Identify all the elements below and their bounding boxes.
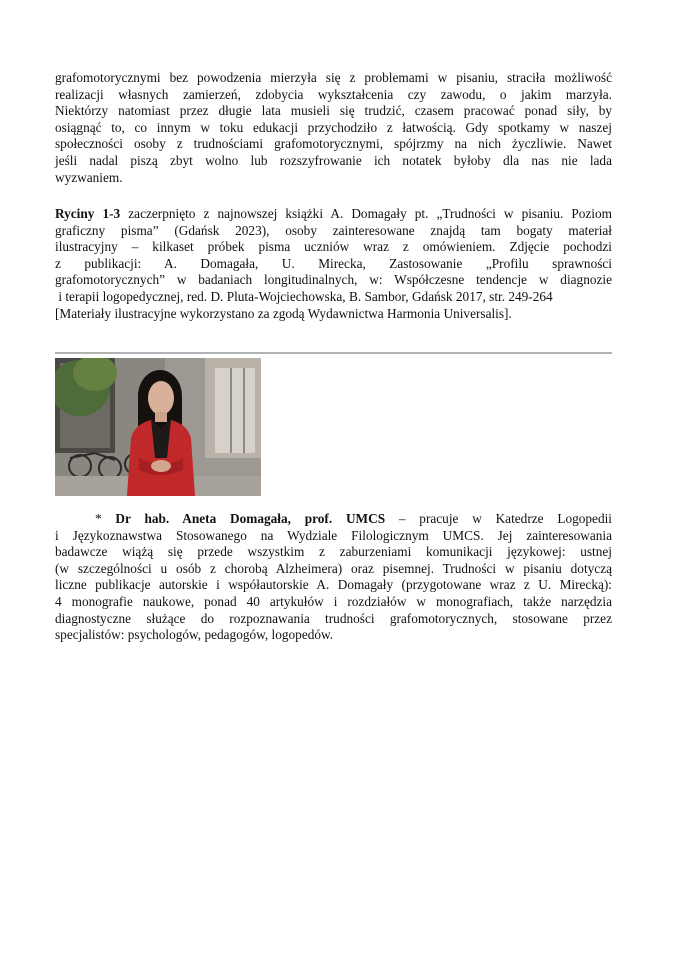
text-line: i terapii logopedycznej, red. D. Pluta-Wojciechowska, B. Sambor, Gdańsk 2017, str. 249-264: [55, 288, 553, 304]
footnote-marker: *: [95, 511, 116, 526]
horizontal-divider: [55, 352, 612, 354]
text-line: [55, 206, 612, 223]
text-line: osiągnąć to, co innym w toku edukacji przychodziło z łatwością. Gdy spotkamy w naszej: [55, 119, 612, 135]
text-line: społeczności osoby z trudnościami grafomotorycznymi, spójrzmy na nich życzliwie. Nawet: [55, 136, 612, 152]
text-line: grafomotorycznymi bez powodzenia mierzyła się z problemami w pisaniu, straciła możliwość: [55, 70, 612, 85]
text-line: diagnostyczne służące do rozpoznawania trudności grafomotorycznych, stosowane przez: [55, 610, 612, 626]
text-line: graficzny pisma” (Gdańsk 2023), osoby zainteresowane znajdą tam bogaty materiał: [55, 222, 612, 238]
text-fragment: – pracuje w Katedrze Logopedii: [385, 511, 612, 526]
author-photo: [55, 358, 261, 496]
text-line: ilustracyjny – kilkaset próbek pisma uczniów wraz z omówieniem. Zdjęcie pochodzi: [55, 239, 612, 255]
text-line: jeśli nadal piszą zbyt wolno lub rozszyfrowanie ich notatek byłoby dla nas nie lada: [55, 152, 612, 168]
text-line: [55, 511, 612, 528]
paragraph-closing: [55, 70, 612, 186]
figure-credits-paragraph: [55, 206, 612, 322]
text-line: badawcze wiążą się przede wszystkim z zaburzeniami komunikacji językowej: ustnej: [55, 544, 612, 560]
text-line: i Językoznawstwa Stosowanego na Wydziale Filologicznym UMCS. Jej zainteresowania: [55, 527, 612, 543]
text-fragment: zaczerpnięto z najnowszej książki A. Domagały pt. „Trudności w pisaniu. Poziom: [120, 206, 612, 221]
text-line: specjalistów: psychologów, pedagogów, logopedów.: [55, 627, 334, 643]
text-line: [Materiały ilustracyjne wykorzystano za zgodą Wydawnictwa Harmonia Universalis].: [55, 305, 512, 321]
text-line: wyzwaniem.: [55, 169, 123, 185]
author-bio: [55, 511, 612, 644]
text-line: Niektórzy natomiast przez długie lata musieli się trudzić, czasem pracować ponad siły, by: [55, 103, 612, 119]
figure-reference: Ryciny 1-3: [55, 206, 121, 221]
text-line: z publikacji: A. Domagała, U. Mirecka, Zastosowanie „Profilu sprawności: [55, 255, 612, 271]
text-line: liczne publikacje autorskie i współautorskie A. Domagały (przygotowane wraz z U. Mirecką):: [55, 577, 612, 593]
text-line: realizacji własnych zamierzeń, zdobycia wykształcenia czy zawodu, o jakim marzyła.: [55, 86, 612, 102]
text-line: grafomotorycznych” w badaniach longitudinalnych, w: Współczesne tendencje w diagnozie: [55, 272, 612, 288]
text-line: (w szczególności u osób z chorobą Alzheimera) oraz pisemnej. Trudności w pisaniu dotyczą: [55, 560, 612, 576]
author-name: Dr hab. Aneta Domagała, prof. UMCS: [115, 511, 386, 526]
text-line: 4 monografie naukowe, ponad 40 artykułów i rozdziałów w monografiach, także narzędzia: [55, 593, 612, 609]
